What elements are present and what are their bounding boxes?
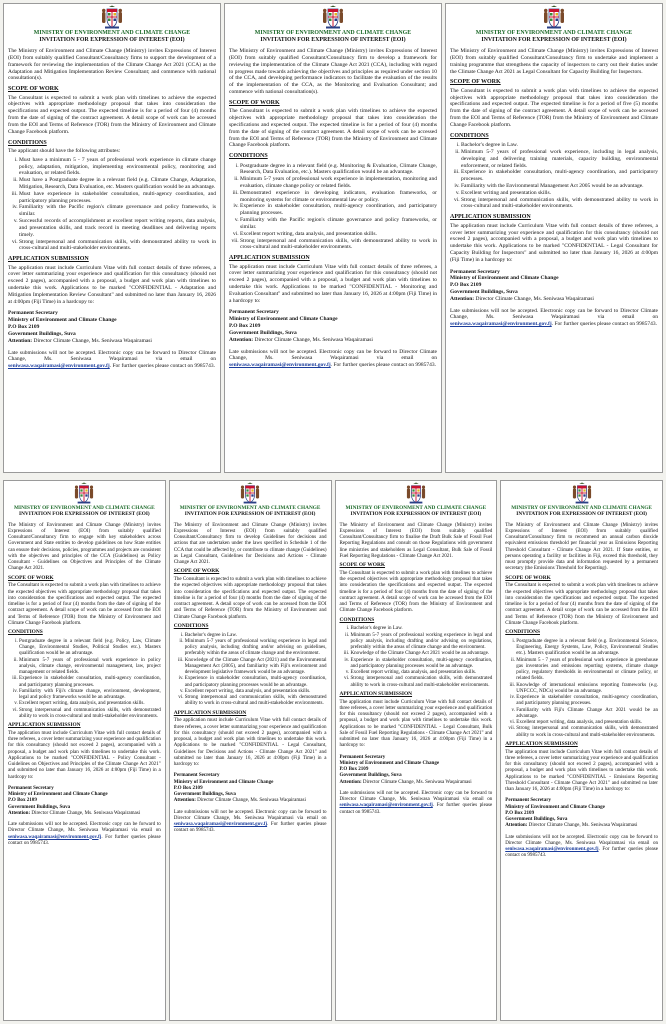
late-note-tail: . For further queries please contact on 9985743. bbox=[173, 821, 327, 834]
condition-item: iii. Knowledge of international emissions reporting frameworks (e.g. UNFCCC, NDCs) would be an advantage. bbox=[516, 682, 658, 695]
address-po-box: P.O Box 2109 bbox=[450, 282, 482, 289]
ad-body bbox=[450, 48, 658, 330]
condition-item: i. Bachelor's degree in Law. bbox=[461, 142, 658, 149]
late-submission-note bbox=[8, 350, 216, 370]
ad-body bbox=[505, 522, 658, 861]
late-note-text: Late submissions will not be accepted. Electronic copy can be forward to Director Climate Change, Ms. Seniwasa Waqairamasi via email on bbox=[229, 348, 437, 362]
attention-label: Attention: bbox=[173, 797, 196, 804]
scope-paragraph: The Consultant is expected to submit a work plan with timelines to achieve the expected objectives with appropriate methodology proposal that takes into consideration the specifications and expected output. The expected timeline is for a period of four (4) months from the date of signing of the contract agreement. A detail scope of work can be accessed from the EOI and Terms of Reference (TOR) from the Ministry of Environment and Climate Change Facebook platform. bbox=[8, 94, 216, 135]
attention-value: Director Climate Change, Ms. Seniwasa Waqairamasi bbox=[254, 336, 373, 343]
condition-item: i. Postgraduate degree in a relevant field (e.g. Policy, Law, Climate Change, Environmental Studies, Political Studies etc.). Masters qualification would be an advantage. bbox=[19, 638, 161, 657]
attention-line bbox=[450, 296, 658, 303]
condition-item: iv. Familiarity with the Environmental Management Act 2005 would be an advantage. bbox=[461, 183, 658, 190]
ministry-title: MINISTRY OF ENVIRONMENT AND CLIMATE CHANGE bbox=[345, 505, 487, 511]
condition-item: ii. Minimum 5-7 years of professional work experience, including in legal analysis, developing and delivering training materials, capacity building, environmental enforcement, or related fields. bbox=[461, 149, 658, 169]
address-ministry: Ministry of Environment and Climate Change bbox=[339, 759, 440, 766]
attention-label: Attention: bbox=[505, 822, 528, 829]
address-government-buildings: Government Buildings, Suva bbox=[229, 329, 297, 336]
late-note-tail: . For further queries please contact on 9985743. bbox=[551, 321, 657, 328]
attention-value: Director Climate Change, Ms. Seniwasa Waqairamasi bbox=[31, 809, 141, 816]
scope-paragraph: The Consultant is expected to submit a work plan with timelines to achieve the expected objectives with appropriate methodology proposal that takes into consideration the specifications and expected output. The expected timeline is for a period of four (4) months from the date of signing of the contract agreement. A detail scope of work can be accessed from the EOI and Terms of Reference (TOR) from the Ministry of Environment and Climate Change Facebook platform. bbox=[229, 108, 437, 149]
address-permanent-secretary: Permanent Secretary bbox=[339, 753, 386, 760]
eoi-advertisement bbox=[335, 480, 498, 1021]
conditions-list bbox=[340, 625, 493, 688]
scope-paragraph: The Consultant is expected to submit a work plan with timelines to achieve the expected objectives with appropriate methodology proposal that takes into consideration the specifications and expected output. The expected timeline is for a period of four (4) months from the date of signing of the contract agreement. A detail scope of work can be accessed from the EOI and Terms of Reference (TOR) from the Ministry of Environment and Climate Change Facebook platform. bbox=[8, 582, 161, 626]
contact-email-link[interactable]: seniwasa.waqairamasi@environment.gov.fj bbox=[8, 833, 102, 840]
intro-paragraph: The Ministry of Environment and Climate Change (Ministry) invites Expressions of Interest (EOI) from suitably qualified Consultant/Consultancy firm to undertake and implement a training programme that strengthens the capacity of inspectors to carry out their duties under the Climate Change Act 2021 as Legal Consultant for Capacity Building for Inspectors. bbox=[450, 48, 658, 75]
bottom-row bbox=[3, 480, 663, 1021]
attention-line bbox=[340, 779, 493, 785]
ad-body bbox=[8, 48, 216, 372]
address-po-box: P.O Box 2109 bbox=[229, 323, 261, 330]
eoi-title: INVITATION FOR EXPRESSION OF INTEREST (EOI) bbox=[350, 511, 482, 518]
attention-label: Attention: bbox=[450, 295, 475, 302]
eoi-advertisement bbox=[445, 3, 663, 473]
condition-item: ii. Minimum 5-7 years of professional work experience in implementation, monitoring and evaluation, climate change policy or related fields. bbox=[240, 176, 437, 190]
condition-item: i. Must have a minimum 5 - 7 years of professional work experience in climate change policy, adaptation, mitigation, implementing environmental policy, monitoring and evaluation, or related fields. bbox=[19, 157, 216, 177]
address-po-box: P.O Box 2109 bbox=[8, 797, 37, 804]
ministry-title: MINISTRY OF ENVIRONMENT AND CLIMATE CHANGE bbox=[14, 505, 155, 511]
scope-paragraph: The Consultant is expected to submit a work plan with timelines to achieve the expected objectives with appropriate methodology proposal that takes into consideration the specifications and expected output. The expected timeline is for a period of four (4) months from the date of signing of the contract agreement. A detail scope of work can be accessed from the EOI and Terms of Reference (TOR) from the Ministry of Environment and Climate Change Facebook platform. bbox=[339, 569, 493, 614]
condition-item: vi. Strong interpersonal and communication skills, with demonstrated ability to work in cross-cultural and multi-stakeholder environments. bbox=[19, 239, 216, 253]
scope-paragraph: The Consultant is expected to submit a work plan with timelines to achieve the expected objectives with appropriate methodology proposal that takes into consideration the specifications and expected output. The expected timeline is for a period of four (4) months from the date of signing of the contract agreement. A detail scope of work can be accessed from the EOI and Terms of Reference (TOR) from the Ministry of Environment and Climate Change Facebook platform. bbox=[173, 576, 327, 620]
conditions-heading: CONDITIONS bbox=[8, 139, 47, 146]
ad-body bbox=[340, 522, 493, 817]
condition-item: iii. Demonstrated experience in developing indicators, evaluation frameworks, or monitoring systems for climate or environmental law or policy. bbox=[240, 190, 437, 204]
condition-item: ii. Minimum 5-7 years of professional working experience in legal and policy analysis, including drafting and/or advising on guidelines, preferably within the areas of climate change and the environment. bbox=[185, 638, 327, 657]
late-note-tail: . For further queries please contact on 9985743. bbox=[505, 846, 658, 859]
condition-item: i. Postgraduate degree in a relevant field (e.g. Environmental Science, Engineering, Energy Systems, Law, Policy, Environmental Studies etc.). Masters qualification would be an advantage. bbox=[516, 638, 658, 657]
condition-item: ii. Minimum 5-7 years of professional working experience in legal and policy analysis, including drafting and/or advising on regulations, preferably within the areas of climate change and the environment. bbox=[351, 632, 493, 651]
address-permanent-secretary: Permanent Secretary bbox=[8, 310, 58, 317]
conditions-list bbox=[8, 157, 216, 252]
ministry-title: MINISTRY OF ENVIRONMENT AND CLIMATE CHANGE bbox=[254, 30, 412, 36]
condition-item: v. Excellent report writing, data analysis, and presentation skills. bbox=[19, 700, 161, 706]
condition-item: v. Familiarity with the Pacific region's climate governance and policy frameworks, or similar. bbox=[240, 217, 437, 231]
condition-item: ii. Must have a Postgraduate degree in a relevant field (e.g. Climate Change, Adaptation, Mitigation, Research, Data Evaluation, etc. Masters qualification would be an advantage. bbox=[19, 177, 216, 191]
contact-email-link[interactable]: seniwasa.waqairamasi@environment.gov.fj bbox=[339, 802, 433, 809]
application-heading: APPLICATION SUBMISSION bbox=[505, 740, 578, 747]
late-note-tail: . For further queries please contact on 9985743. bbox=[330, 362, 436, 369]
condition-item: iii. Experience in stakeholder consultation, multi-agency coordination, and participatory planning processes. bbox=[19, 675, 161, 688]
ad-body bbox=[8, 522, 161, 848]
late-submission-note bbox=[450, 308, 658, 328]
condition-item: iv. Experience in stakeholder consultation, multi-agency coordination, and participatory planning processes would be an advantage. bbox=[185, 675, 327, 688]
address-government-buildings: Government Buildings, Suva bbox=[505, 816, 568, 823]
condition-item: v. Successful records of accomplishment at excellent report writing reports, data analysis, and presentation skills, and track record in meeting deadlines and delivering reports timely. bbox=[19, 218, 216, 238]
scope-paragraph: The Consultant is expected to submit a work plan with timelines to achieve the expected objectives with appropriate methodology proposal that takes into consideration the specifications and expected output. The expected timeline is for a period of four (4) months from the date of signing of the contract agreement. A detail scope of work can be accessed from the EOI and Terms of Reference (TOR) from the Ministry of Environment and Climate Change Facebook platform. bbox=[505, 582, 658, 626]
condition-item: iv. Experience in stakeholder consultation, multi-agency coordination, and participatory planning processes would be an advantage. bbox=[351, 657, 493, 670]
fiji-coat-of-arms-icon bbox=[406, 482, 426, 504]
conditions-heading: CONDITIONS bbox=[339, 616, 375, 623]
conditions-list bbox=[229, 163, 437, 252]
address-ministry: Ministry of Environment and Climate Change bbox=[505, 803, 605, 810]
application-heading: APPLICATION SUBMISSION bbox=[173, 709, 247, 716]
application-heading: APPLICATION SUBMISSION bbox=[450, 214, 531, 221]
condition-item: vii. Strong interpersonal and communication skills, with demonstrated ability to work in cross-cultural and multi-stakeholder environments. bbox=[516, 725, 658, 738]
conditions-list bbox=[505, 638, 658, 738]
attention-label: Attention: bbox=[339, 778, 362, 785]
address-ministry: Ministry of Environment and Climate Change bbox=[8, 317, 117, 324]
late-note-text: Late submissions will not be accepted. Electronic copy can be forward to Director Climate Change, Ms. Seniwasa Waqairamasi via email on bbox=[8, 821, 161, 834]
eoi-advertisement bbox=[169, 480, 332, 1021]
address-po-box: P.O Box 2109 bbox=[505, 809, 535, 816]
condition-item: vi. Strong interpersonal and communication skills, with demonstrated ability to work in cross-cultural and multi-stakeholder environments. bbox=[351, 675, 493, 688]
late-note-tail: . For further queries please contact on 9985743. bbox=[8, 833, 161, 846]
conditions-heading: CONDITIONS bbox=[450, 132, 489, 139]
address-government-buildings: Government Buildings, Suva bbox=[8, 330, 76, 337]
eoi-title: INVITATION FOR EXPRESSION OF INTEREST (EOI) bbox=[19, 511, 150, 518]
intro-paragraph: The Ministry of Environment and Climate Change (Ministry) invites Expressions of Interest (EOI) from suitably qualified Consultant/Consultancy firm to develop Guidelines for decisions and actions that are undertaken under the laws specified in Schedule 1 of the CCA that could be affected by, or contribute to climate change (Guidelines) as Legal Consultant, Guidelines for Decisions and Actions - Climate Change Act 2021. bbox=[173, 521, 327, 566]
address-government-buildings: Government Buildings, Suva bbox=[450, 289, 518, 296]
address-ministry: Ministry of Environment and Climate Change bbox=[173, 778, 274, 785]
attention-line bbox=[8, 810, 161, 816]
application-paragraph: The application must include Curriculum Vitae with full contact details of three referees, a cover letter summarizing your experience and qualification for this consultancy (should not exceed 2 pages), accompanied with a proposal, a budget and work plan with timelines to undertake this work. Applications to be marked "CONFIDENTIAL - Policy Consultant - Guidelines on Objectives and Principles of the Climate Change Act 2021" and submitted no later than January 16, 2026 at 4:00pm (Fiji Time) in a hardcopy to: bbox=[8, 729, 161, 780]
fiji-coat-of-arms-icon bbox=[572, 482, 592, 504]
eoi-advertisement bbox=[224, 3, 442, 473]
condition-item: vi. Excellent report writing, data analysis, and presentation skills. bbox=[240, 231, 437, 238]
application-paragraph: The application must include Curriculum Vitae with full contact details of three referees, a cover letter summarizing your experience and qualification for this consultancy (should not exceed 2 pages), accompanied with a proposal, a budget and work plan with timelines to undertake this work. Applications to be marked "CONFIDENTIAL - Legal Consultant for Capacity Building for Inspectors" and submitted no later than January 16, 2026 at 4:00pm (Fiji Time) in a hardcopy to: bbox=[450, 222, 658, 263]
conditions-list bbox=[450, 142, 658, 210]
condition-item: vi. Excellent report writing, data analysis, and presentation skills. bbox=[516, 719, 658, 725]
intro-paragraph: The Ministry of Environment and Climate Change (Ministry) invites Expressions of Interest (EOI) from suitably qualified Consultant/Consultancy firm to engage with key stakeholders across Government and State entities to develop guidelines on how State entities can ensure their decisions, policies, programmes and projects are consistent with the objectives and principles of the CCA (Guidelines) as Policy Consultant - Guidelines on Objectives and Principles of the Climate Change Act 2021. bbox=[8, 521, 161, 572]
scope-heading: SCOPE OF WORK bbox=[8, 574, 54, 581]
conditions-list bbox=[8, 638, 161, 719]
condition-item: iv. Familiarity with the Pacific region's climate governance and policy frameworks, is similar. bbox=[19, 204, 216, 218]
address-permanent-secretary: Permanent Secretary bbox=[229, 309, 279, 316]
intro-paragraph: The Ministry of Environment and Climate Change (Ministry) invites Expressions of Interest (EOI) from suitably qualified Consultant/Consultancy firm to develop a framework for reviewing the implementation of the Climate Change Act 2021 (CCA), including with regard to progress made towards achieving the objectives and principles as required under section 10 of the CCA, and developing performance indicators to facilitate the evaluation of the results of the implementation of the CCA, as the Monitoring and Evaluation Consultant; and commence with national consultation(s). bbox=[229, 48, 437, 96]
eoi-title: INVITATION FOR EXPRESSION OF INTEREST (EOI) bbox=[184, 511, 316, 518]
late-note-tail: . For further queries please contact on 9985743. bbox=[109, 363, 215, 370]
contact-email-link[interactable]: seniwasa.waqairamasi@environment.gov.fj bbox=[173, 821, 268, 828]
late-submission-note bbox=[505, 834, 658, 859]
address-po-box: P.O Box 2109 bbox=[8, 324, 40, 331]
late-submission-note bbox=[8, 821, 161, 846]
intro-paragraph: The Ministry of Environment and Climate Change (Ministry) invites Expressions of Interest (EOI) from suitably qualified Consultant/Consultancy firm to finalise the Draft Bulk Sale of Fossil Fuel Reporting Regulations and consult on those Regulations with government line ministries and stakeholders as Legal Consultant, Bulk Sale of Fossil Fuel Reporting Regulations - Climate Change Act 2021. bbox=[339, 521, 493, 559]
attention-label: Attention: bbox=[229, 336, 254, 343]
intro-paragraph: The Ministry of Environment and Climate Change (Ministry) invites Expressions of Interest (EOI) from suitably qualified Consultant/Consultancy firms to support the development of a framework for reviewing the implementation of the Climate Change Act 2021 (CCA) as the Adaptation and Mitigation Implementation Review Consultant; and commence with national consultation(s). bbox=[8, 48, 216, 82]
address-permanent-secretary: Permanent Secretary bbox=[173, 772, 220, 779]
address-permanent-secretary: Permanent Secretary bbox=[450, 268, 500, 275]
fiji-coat-of-arms-icon bbox=[74, 482, 94, 504]
attention-value: Director Climate Change, Ms. Seniwasa Waqairamasi bbox=[362, 778, 472, 785]
attention-line bbox=[8, 338, 216, 345]
application-paragraph: The application must include Curriculum Vitae with full contact details of three referees, a cover letter summarizing your experience and qualification for this consultancy (should not exceed 2 pages), accompanied with a proposal, a budget and work plan with timelines to undertake this work. Applications to be marked "CONFIDENTIAL - Legal Consultant, Guidelines for Decisions and Actions - Climate Change Act 2021" and submitted no later than January 16, 2026 at 4:00pm (Fiji Time) in a hardcopy to: bbox=[173, 717, 327, 768]
attention-line bbox=[229, 337, 437, 344]
condition-item: iv. Experience in stakeholder consultation, multi-agency coordination, and participatory planning processes. bbox=[240, 203, 437, 217]
ad-body bbox=[174, 522, 327, 836]
scope-paragraph: The Consultant is expected to submit a work plan with timelines to achieve the expected objectives with appropriate methodology proposal that takes into consideration the specifications and expected output. The expected timeline is for a period of five (5) months from the date of signing of the contract agreement. A detail scope of work can be accessed from the EOI and Terms of Reference (TOR) from the Ministry of Environment and Climate Change Facebook platform. bbox=[450, 87, 658, 128]
ministry-title: MINISTRY OF ENVIRONMENT AND CLIMATE CHANGE bbox=[33, 30, 191, 36]
condition-item: v. Excellent writing and presentation skills. bbox=[461, 190, 658, 197]
application-paragraph: The application must include Curriculum Vitae with full contact details of three referees, a cover letter summarizing your experience and qualification for this consultancy (should not exceed 2 pages), accompanied with a proposal, a budget and work plan with timelines to undertake this work. Applications to be marked "CONFIDENTIAL - Monitoring and Evaluation Consultant" and submitted no later than January 16, 2026 at 4:00pm (Fiji Time) in a hardcopy to: bbox=[229, 263, 437, 304]
condition-item: iii. Must have experience in stakeholder consultation, multi-agency coordination, and participatory planning processes. bbox=[19, 191, 216, 205]
conditions-heading: CONDITIONS bbox=[229, 153, 268, 160]
scope-heading: SCOPE OF WORK bbox=[173, 568, 220, 575]
attention-label: Attention: bbox=[8, 809, 31, 816]
condition-item: v. Familiarity with Fiji's Climate Change Act 2021 would be an advantage. bbox=[516, 707, 658, 720]
condition-item: iii. Knowledge of the Climate Change Act (2021) and the Environmental Management Act (2005), and familiarity with Fiji's environment and development legislative framework would be an advantage. bbox=[185, 657, 327, 676]
late-submission-note bbox=[229, 349, 437, 369]
application-paragraph: The application must include Curriculum Vitae with full contact details of three referees, a cover letter summarizing your experience and qualification for this consultancy (should not exceed 2 pages), accompanied with a proposal, a budget and work plan with timelines to undertake this work. Applications to be marked "CONFIDENTIAL - Legal Consultant, Bulk Sale of Fossil Fuel Reporting Regulations - Climate Change Act 2021" and submitted no later than January 16, 2026 at 4:00pm (Fiji Time) in a hardcopy to: bbox=[339, 698, 493, 749]
application-heading: APPLICATION SUBMISSION bbox=[8, 722, 81, 729]
fiji-coat-of-arms-icon bbox=[240, 482, 260, 504]
condition-item: ii. Minimum 5 - 7 years of professional work experience in greenhouse gas inventories and emissions reporting systems, climate change policy, regulatory thresholds in environmental or climate policy, or related fields. bbox=[516, 657, 658, 682]
condition-item: i. Bachelor's degree in Law. bbox=[185, 632, 327, 638]
eoi-advertisement bbox=[3, 480, 166, 1021]
application-heading: APPLICATION SUBMISSION bbox=[339, 690, 413, 697]
condition-item: iv. Experience in stakeholder consultation, multi-agency coordination, and participatory planning processes. bbox=[516, 694, 658, 707]
address-government-buildings: Government Buildings, Suva bbox=[173, 791, 236, 798]
late-note-tail: . For further queries please contact on 9985743. bbox=[339, 802, 493, 815]
ministry-title: MINISTRY OF ENVIRONMENT AND CLIMATE CHANGE bbox=[475, 30, 633, 36]
condition-item: i. Bachelor's degree in Law. bbox=[351, 625, 493, 631]
late-note-text: Late submissions will not be accepted. Electronic copy can be forward to Director Climate Change, Ms. Seniwasa Waqairamasi via email on bbox=[173, 808, 327, 821]
address-ministry: Ministry of Environment and Climate Change bbox=[450, 275, 559, 282]
scope-heading: SCOPE OF WORK bbox=[229, 99, 280, 106]
application-paragraph: The application must include Curriculum Vitae with full contact details of three referees, a cover letter summarizing your experience and qualification for this consultancy (should not exceed 2 pages), accompanied with a proposal, a budget and work plan with timelines to undertake this work. Applications to be marked "CONFIDENTIAL - Emissions Reporting Threshold Consultant - Climate Change Act 2021" and submitted no later than January 16, 2026 at 4:00pm (Fiji Time) in a hardcopy to: bbox=[505, 748, 658, 793]
scope-heading: SCOPE OF WORK bbox=[450, 79, 501, 86]
condition-item: vi. Strong interpersonal and communication skills, with demonstrated ability to work in cross-cultural and multi-stakeholder environments. bbox=[19, 707, 161, 720]
conditions-heading: CONDITIONS bbox=[8, 629, 43, 636]
condition-item: vii. Strong interpersonal and communication skills, with demonstrated ability to work in cross-cultural and multi-stakeholder environments. bbox=[240, 238, 437, 252]
eoi-title: INVITATION FOR EXPRESSION OF INTEREST (EOI) bbox=[260, 37, 406, 44]
contact-email-link[interactable]: seniwasa.waqairamasi@environment.gov.fj bbox=[229, 362, 331, 369]
attention-value: Director Climate Change, Ms. Seniwasa Waqairamasi bbox=[475, 295, 594, 302]
scope-heading: SCOPE OF WORK bbox=[505, 574, 551, 581]
intro-paragraph: The Ministry of Environment and Climate Change (Ministry) invites Expressions of Interest (EOI) from suitably qualified Consultant/Consultancy firm to recommend an annual carbon dioxide equivalent emissions threshold per financial year as Emissions Reporting Threshold Consultant - Climate Change Act 2021. If State entities, or persons operating a facility or facilities in Fiji, exceed this threshold, they must promptly provide data and information requested by a permanent secretary (the Emissions Threshold for Reporting). bbox=[505, 521, 658, 572]
eoi-advertisement bbox=[500, 480, 663, 1021]
condition-item: v. Excellent report writing, data analysis, and presentation skills. bbox=[351, 669, 493, 675]
scope-heading: SCOPE OF WORK bbox=[8, 86, 59, 93]
condition-item: vi. Strong interpersonal and communication skills, with demonstrated ability to work in cross-cultural and multi-stakeholder environments. bbox=[185, 694, 327, 707]
address-po-box: P.O Box 2109 bbox=[173, 784, 203, 791]
eoi-title: INVITATION FOR EXPRESSION OF INTEREST (EOI) bbox=[39, 37, 185, 44]
conditions-heading: CONDITIONS bbox=[505, 629, 540, 636]
condition-item: iii. Experience in stakeholder consultation, multi-agency coordination, and participatory processes. bbox=[461, 169, 658, 183]
attention-value: Director Climate Change, Ms. Seniwasa Waqairamasi bbox=[33, 337, 152, 344]
contact-email-link[interactable]: seniwasa.waqairamasi@environment.gov.fj bbox=[505, 846, 599, 853]
address-government-buildings: Government Buildings, Suva bbox=[339, 772, 402, 779]
condition-item: i. Postgraduate degree in a relevant field (e.g. Monitoring & Evaluation, Climate Change, Research, Data Evaluation, etc.). Masters qualification would be an advantage. bbox=[240, 163, 437, 177]
top-row bbox=[3, 3, 663, 473]
attention-line bbox=[174, 797, 327, 803]
conditions-list bbox=[174, 632, 327, 707]
late-note-text: Late submissions will not be accepted. Electronic copy can be forward to Director Climate Change, Ms. Seniwasa Waqairamasi via email on bbox=[450, 307, 658, 321]
application-heading: APPLICATION SUBMISSION bbox=[229, 255, 310, 262]
eoi-title: INVITATION FOR EXPRESSION OF INTEREST (EOI) bbox=[516, 511, 647, 518]
contact-email-link[interactable]: seniwasa.waqairamasi@environment.gov.fj bbox=[8, 363, 110, 370]
condition-item: iii. Knowledge of the Climate Change Act 2021 would be an advantage. bbox=[351, 650, 493, 656]
late-note-text: Late submissions will not be accepted. Electronic copy can be forward to Director Climate Change, Ms. Seniwasa Waqairamasi via email on bbox=[8, 349, 216, 363]
condition-item: iv. Familiarity with Fiji's climate change, environment, development, legal and policy frameworks would be an advantage. bbox=[19, 688, 161, 701]
late-submission-note bbox=[340, 790, 493, 815]
contact-email-link[interactable]: seniwasa.waqairamasi@environment.gov.fj bbox=[450, 321, 552, 328]
address-government-buildings: Government Buildings, Suva bbox=[8, 803, 71, 810]
conditions-heading: CONDITIONS bbox=[173, 622, 209, 629]
ministry-title: MINISTRY OF ENVIRONMENT AND CLIMATE CHANGE bbox=[179, 505, 321, 511]
address-permanent-secretary: Permanent Secretary bbox=[505, 797, 551, 804]
attention-label: Attention: bbox=[8, 337, 33, 344]
fiji-coat-of-arms-icon bbox=[322, 5, 344, 29]
scope-heading: SCOPE OF WORK bbox=[339, 562, 386, 569]
application-paragraph: The application must include Curriculum Vitae with full contact details of three referees, a cover letter summarizing your experience and qualification for this consultancy (should not exceed 2 pages), accompanied with a proposal, a budget and work plan with timelines to undertake this work. Applications to be marked "CONFIDENTIAL - Adaptation and Mitigation Implementation Review Consultant" and submitted no later than January 16, 2026 at 4:00pm (Fiji Time) in a hardcopy to: bbox=[8, 264, 216, 305]
address-po-box: P.O Box 2109 bbox=[339, 766, 369, 773]
conditions-intro: The applicant should have the following attributes: bbox=[8, 147, 121, 154]
attention-value: Director Climate Change, Ms. Seniwasa Waqairamasi bbox=[197, 797, 306, 804]
fiji-coat-of-arms-icon bbox=[101, 5, 123, 29]
condition-item: v. Excellent report writing, data analysis, and presentation skills. bbox=[185, 688, 327, 694]
fiji-coat-of-arms-icon bbox=[543, 5, 565, 29]
condition-item: vi. Strong interpersonal and communication skills, with demonstrated ability to work in cross-cultural and multi-stakeholder environments. bbox=[461, 197, 658, 211]
application-heading: APPLICATION SUBMISSION bbox=[8, 256, 89, 263]
address-permanent-secretary: Permanent Secretary bbox=[8, 784, 54, 791]
late-note-text: Late submissions will not be accepted. Electronic copy can be forward to Director Climate Change, Ms. Seniwasa Waqairamasi via email on bbox=[339, 789, 493, 803]
eoi-title: INVITATION FOR EXPRESSION OF INTEREST (EOI) bbox=[481, 37, 627, 44]
late-note-text: Late submissions will not be accepted. Electronic copy can be forward to Director Climate Change, Ms. Seniwasa Waqairamasi via email on bbox=[505, 833, 658, 846]
ministry-title: MINISTRY OF ENVIRONMENT AND CLIMATE CHANGE bbox=[511, 505, 652, 511]
eoi-advertisement bbox=[3, 3, 221, 473]
attention-line bbox=[505, 822, 658, 828]
late-submission-note bbox=[174, 809, 327, 834]
ad-body bbox=[229, 48, 437, 371]
address-ministry: Ministry of Environment and Climate Change bbox=[229, 316, 338, 323]
attention-value: Director Climate Change, Ms. Seniwasa Waqairamasi bbox=[528, 822, 638, 829]
condition-item: ii. Minimum 5-7 years of professional work experience in policy analysis, climate change, environmental management, law, project management or related fields. bbox=[19, 657, 161, 676]
address-ministry: Ministry of Environment and Climate Change bbox=[8, 791, 108, 798]
